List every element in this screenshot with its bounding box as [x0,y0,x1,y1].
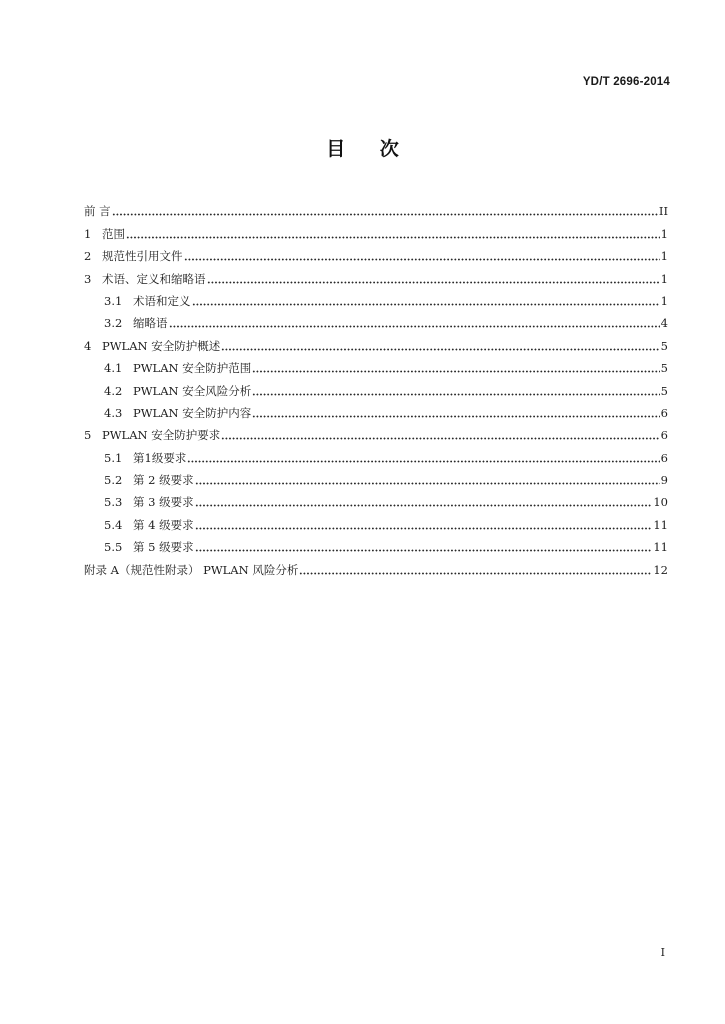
toc-entry [84,488,668,510]
page-number: I [660,946,665,959]
toc-entry-page: 1 [660,271,668,286]
toc-entry [84,533,668,555]
toc-entry-page: 12 [653,562,668,577]
toc-entry-number: 5 [84,428,92,443]
toc-entry [84,376,668,398]
toc-entry-title: 第 5 级要求 [133,540,194,555]
dot-leader [195,475,660,485]
toc-entry [84,219,668,241]
toc-entry-page: 5 [660,338,668,353]
toc-entry-title: 附录 A（规范性附录） PWLAN 风险分析 [84,562,299,577]
table-of-contents [84,197,668,578]
toc-entry [84,510,668,532]
toc-entry-title: 缩略语 [133,316,168,331]
toc-entry-number: 5.5 [104,540,123,555]
dot-leader [207,274,660,284]
toc-entry-title: PWLAN 安全防护要求 [102,428,221,443]
toc-entry-title: PWLAN 安全风险分析 [133,383,252,398]
dot-leader [221,341,659,351]
toc-entry [84,443,668,465]
toc-entry [84,421,668,443]
toc-entry-title: 第 4 级要求 [133,517,194,532]
toc-entry-title: 第 3 级要求 [133,495,194,510]
toc-entry-number: 2 [84,249,92,264]
toc-entry-title: 前 言 [84,204,111,219]
dot-leader [126,229,660,239]
dot-leader [184,251,660,261]
toc-entry-title: PWLAN 安全防护内容 [133,405,252,420]
toc-entry-title: 术语、定义和缩略语 [102,271,206,286]
dot-leader [252,408,659,418]
dot-leader [299,565,652,575]
toc-entry-page: 1 [660,249,668,264]
dot-leader [252,386,659,396]
toc-entry-number: 3.2 [104,316,123,331]
toc-entry-number: 4.1 [104,361,123,376]
toc-entry-title: 第1级要求 [133,450,187,465]
toc-entry-title: PWLAN 安全防护范围 [133,361,252,376]
page-title: 目 次 [326,138,399,160]
toc-entry-page: 5 [660,361,668,376]
toc-entry-title: 范围 [102,226,125,241]
toc-entry-number: 5.1 [104,450,123,465]
toc-entry-number: 5.4 [104,517,123,532]
dot-leader [192,296,660,306]
toc-entry-page: 1 [660,226,668,241]
dot-leader [221,430,659,440]
toc-entry-page: 4 [660,316,668,331]
toc-entry-page: 9 [660,473,668,488]
toc-entry [84,354,668,376]
toc-entry-number: 3.1 [104,293,123,308]
dot-leader [252,363,659,373]
toc-entry-number: 5.2 [104,473,123,488]
dot-leader [195,497,653,507]
dot-leader [195,520,653,530]
toc-entry-page: 10 [653,495,668,510]
toc-entry [84,197,668,219]
toc-entry-title: 规范性引用文件 [102,249,183,264]
toc-entry-number: 4.3 [104,405,123,420]
toc-entry-page: 5 [660,383,668,398]
toc-entry-page: 11 [653,517,668,532]
toc-entry [84,309,668,331]
toc-entry-number: 4 [84,338,92,353]
toc-entry [84,555,668,577]
toc-entry-number: 5.3 [104,495,123,510]
toc-entry [84,287,668,309]
toc-entry-page: 6 [660,450,668,465]
toc-entry-page: II [658,204,668,219]
toc-entry [84,264,668,286]
toc-entry [84,242,668,264]
toc-entry-page: 1 [660,293,668,308]
dot-leader [169,318,660,328]
dot-leader [112,206,658,216]
toc-entry [84,331,668,353]
toc-entry-number: 4.2 [104,383,123,398]
toc-entry [84,466,668,488]
toc-entry-title: PWLAN 安全防护概述 [102,338,221,353]
toc-entry-number: 1 [84,226,92,241]
toc-entry-title: 术语和定义 [133,293,191,308]
toc-entry-page: 6 [660,428,668,443]
toc-entry-number: 3 [84,271,92,286]
toc-entry-title: 第 2 级要求 [133,473,194,488]
dot-leader [195,542,653,552]
toc-entry-page: 6 [660,405,668,420]
dot-leader [187,453,659,463]
toc-entry [84,399,668,421]
toc-entry-page: 11 [653,540,668,555]
standard-code: YD/T 2696-2014 [582,76,670,88]
